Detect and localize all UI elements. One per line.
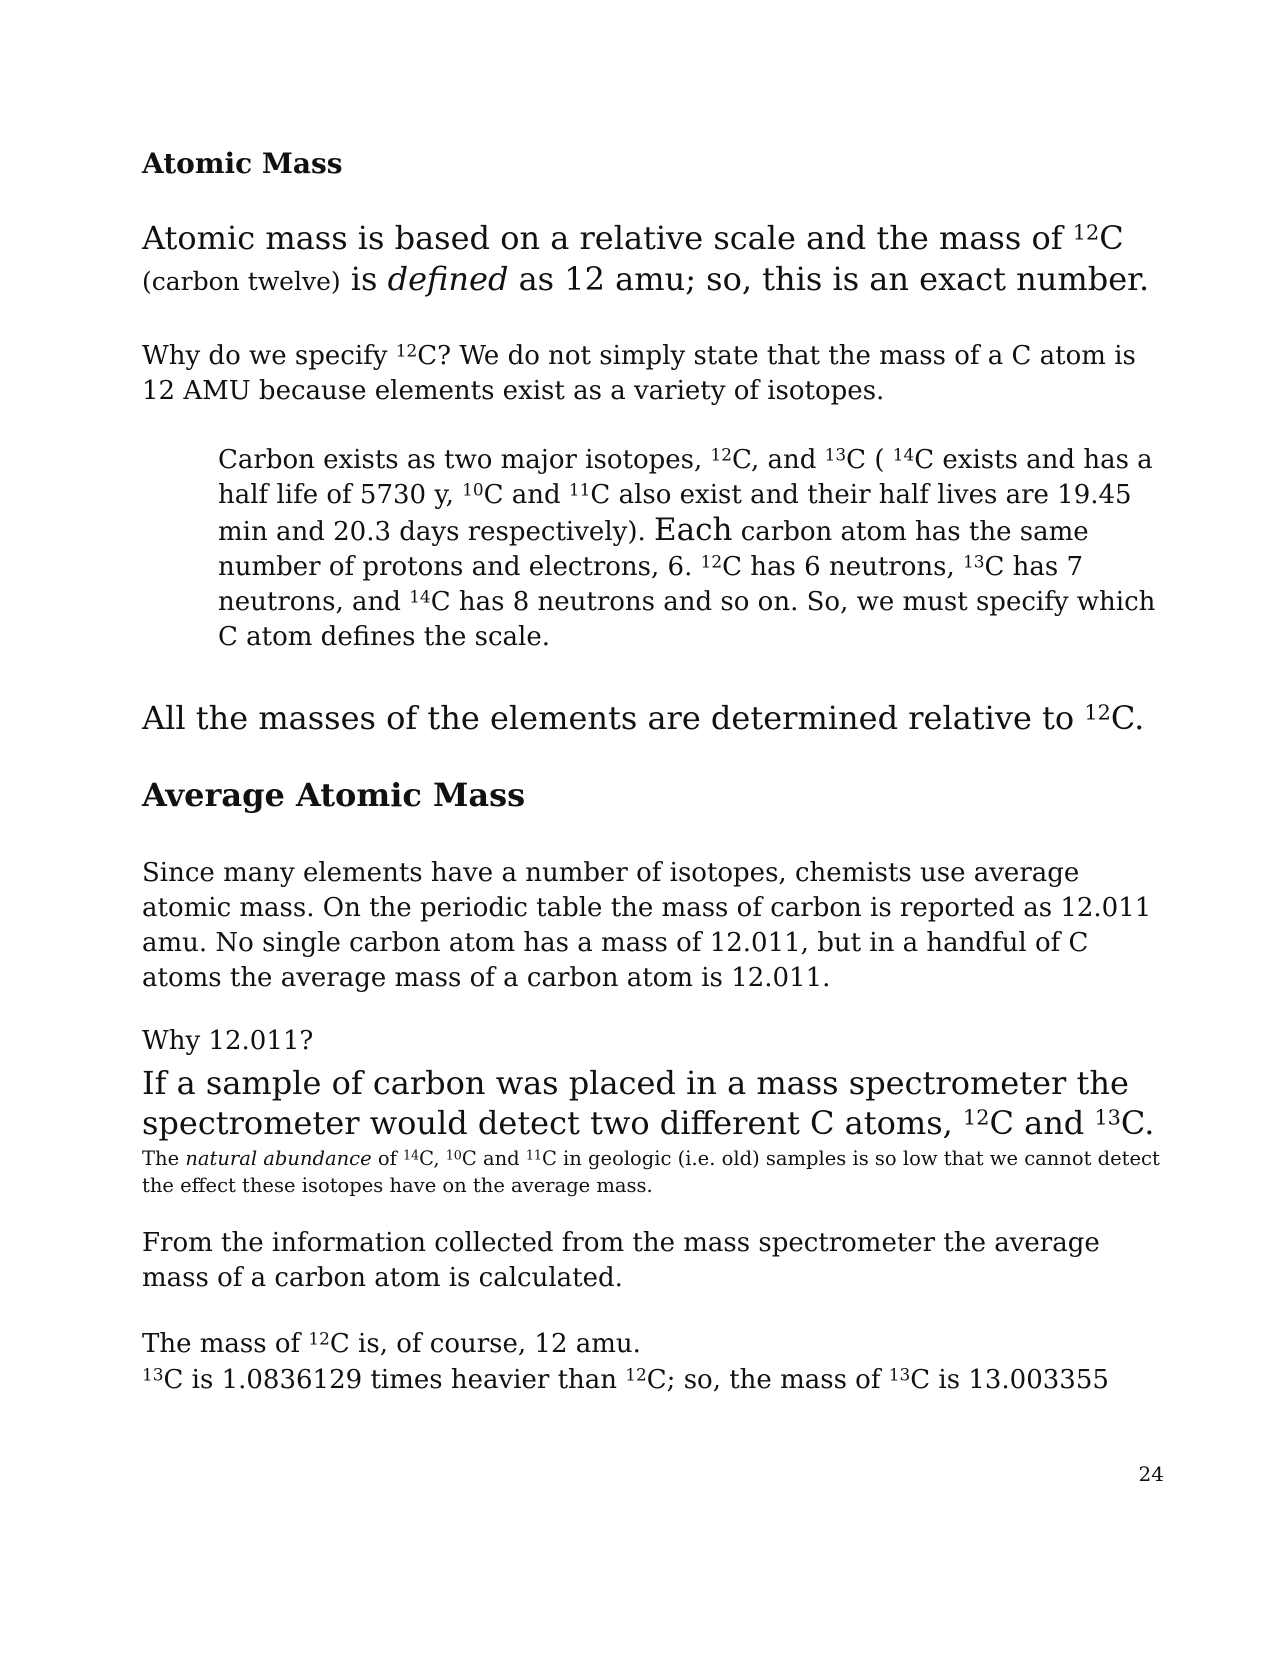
text: The bbox=[142, 1147, 186, 1170]
lead-paragraph bbox=[142, 218, 1162, 302]
superscript: 12 bbox=[308, 1328, 330, 1349]
italic-text: natural abundance bbox=[185, 1147, 372, 1170]
heading-average-atomic-mass: Average Atomic Mass bbox=[142, 776, 526, 814]
text: is bbox=[340, 260, 388, 298]
text: C bbox=[1099, 219, 1124, 257]
text: If a sample of carbon was placed in a mass spectrometer the spectrometer would detect two different C atoms, bbox=[142, 1064, 1129, 1142]
superscript: 13 bbox=[1094, 1105, 1121, 1130]
text: C also exist and their half lives are 19.45 min and 20.3 days respectively). bbox=[218, 480, 1132, 547]
superscript: 13 bbox=[824, 444, 847, 465]
superscript: 10 bbox=[445, 1147, 462, 1163]
text: C in geologic (i.e. old) samples is so low that we cannot detect the effect these isotopes have on the average mass. bbox=[142, 1147, 1160, 1197]
text: Each bbox=[654, 512, 733, 548]
superscript: 11 bbox=[525, 1147, 542, 1163]
superscript: 13 bbox=[962, 551, 985, 572]
text: C; so, the mass of bbox=[646, 1365, 889, 1395]
superscript: 12 bbox=[700, 551, 723, 572]
superscript: 12 bbox=[1072, 220, 1100, 245]
italic-text: defined bbox=[387, 260, 509, 298]
superscript: 12 bbox=[395, 340, 418, 361]
text: C ( bbox=[846, 445, 893, 475]
text: carbon atom has the same number of protons and electrons, 6. bbox=[218, 517, 1089, 582]
superscript: 12 bbox=[625, 1364, 647, 1385]
text: C and bbox=[461, 1147, 526, 1170]
superscript: 14 bbox=[403, 1147, 420, 1163]
natural-abundance-note bbox=[142, 1145, 1162, 1199]
text: (carbon twelve) bbox=[142, 267, 341, 296]
text: C. bbox=[1110, 699, 1145, 737]
text: C is 13.003355 bbox=[910, 1365, 1109, 1395]
text: Atomic mass is based on a relative scale and the mass of bbox=[142, 219, 1073, 257]
text: C has 6 neutrons, bbox=[722, 552, 963, 582]
superscript: 11 bbox=[568, 479, 591, 500]
mass-spectrometer-paragraph bbox=[142, 1063, 1162, 1143]
text: C. bbox=[1120, 1104, 1155, 1142]
text: Carbon exists as two major isotopes, bbox=[218, 445, 711, 475]
isotopes-indented-paragraph bbox=[218, 443, 1163, 655]
text: C, and bbox=[732, 445, 825, 475]
average-mass-paragraph: Since many elements have a number of isotopes, chemists use average atomic mass. On the periodic table the mass of carbon is reported as 12.011 amu. No single carbon atom has a mass of 12.011, but in a handful of C atoms the average mass of a carbon atom is 12.011. bbox=[142, 858, 1152, 993]
relative-masses-statement bbox=[142, 699, 1144, 737]
text: C has 7 neutrons, and bbox=[218, 552, 1084, 617]
text: C has 8 neutrons and so on. So, we must specify which C atom defines the scale. bbox=[218, 587, 1156, 652]
text: C? We do not simply state that the mass of a C atom is 12 AMU because elements exist as a variety of isotopes. bbox=[142, 341, 1136, 406]
text: C and bbox=[483, 480, 569, 510]
page-number: 24 bbox=[1138, 1462, 1164, 1486]
superscript: 13 bbox=[142, 1364, 164, 1385]
superscript: 12 bbox=[962, 1105, 990, 1130]
heading-atomic-mass: Atomic Mass bbox=[142, 147, 343, 180]
why-specify-paragraph bbox=[142, 339, 1162, 409]
text: of bbox=[371, 1147, 403, 1170]
superscript: 12 bbox=[710, 444, 733, 465]
text: C is, of course, 12 amu. bbox=[329, 1329, 641, 1359]
text: The mass of bbox=[142, 1329, 309, 1359]
text: C, bbox=[419, 1147, 446, 1170]
why-question: Why 12.011? bbox=[142, 1026, 314, 1056]
superscript: 10 bbox=[462, 479, 484, 500]
text: C exists and has a half life of 5730 y, bbox=[218, 445, 1153, 510]
text: All the masses of the elements are determined relative to bbox=[142, 699, 1085, 737]
text: C and bbox=[989, 1104, 1095, 1142]
text: Why do we specify bbox=[142, 341, 396, 371]
superscript: 14 bbox=[892, 444, 915, 465]
carbon-mass-values bbox=[142, 1326, 1162, 1398]
calculated-mass-paragraph: From the information collected from the mass spectrometer the average mass of a carbon atom is calculated. bbox=[142, 1228, 1100, 1293]
text: C is 1.0836129 times heavier than bbox=[163, 1365, 626, 1395]
text: as 12 amu; so, this is an exact number. bbox=[508, 260, 1150, 298]
superscript: 12 bbox=[1084, 700, 1111, 725]
superscript: 14 bbox=[409, 586, 431, 607]
superscript: 13 bbox=[888, 1364, 911, 1385]
